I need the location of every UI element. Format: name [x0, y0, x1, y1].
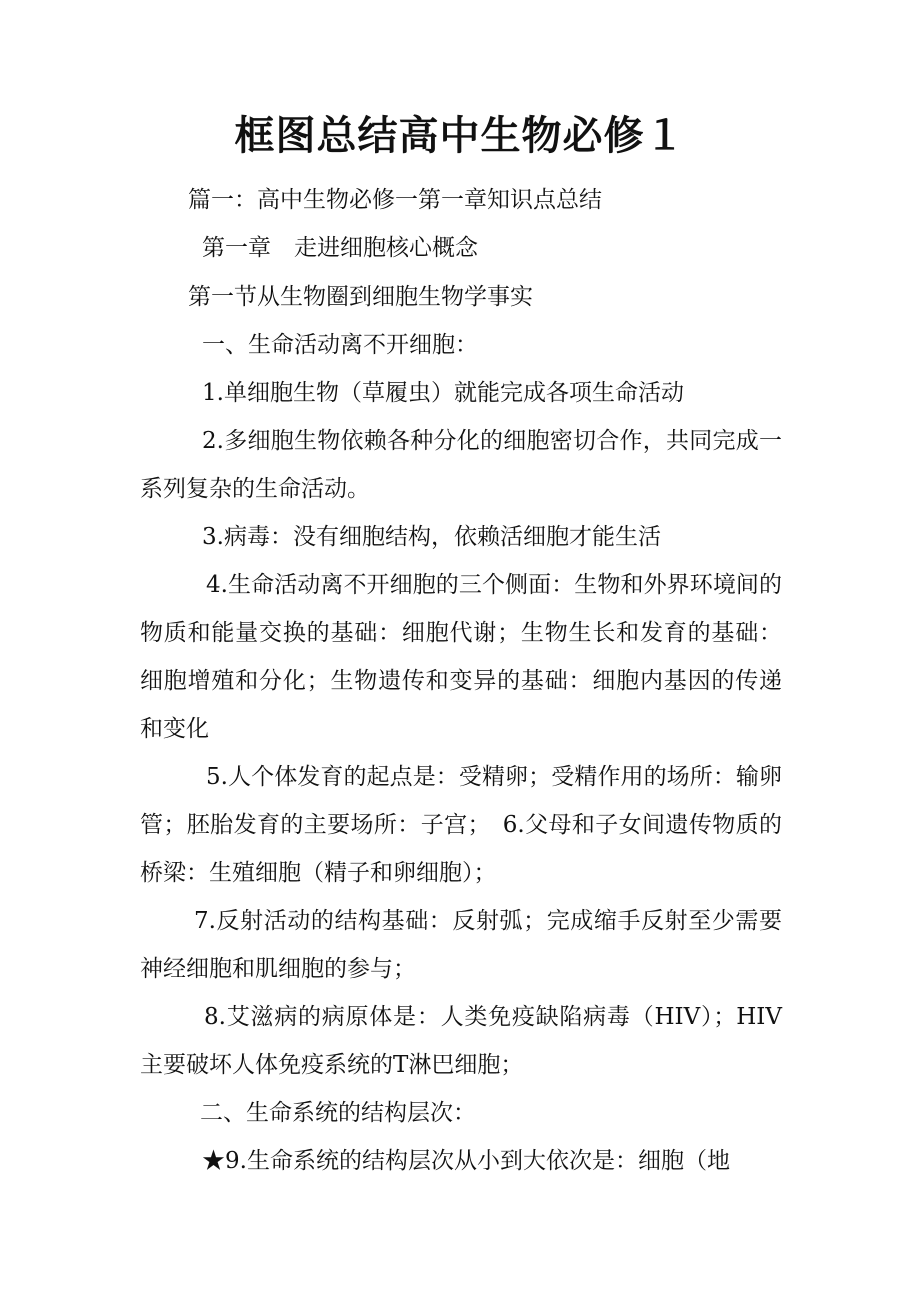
list-item: 4.生命活动离不开细胞的三个侧面：生物和外界环境间的物质和能量交换的基础：细胞代谢；生物生长和发育的基础：细胞增殖和分化；生物遗传和变异的基础：细胞内基因的传递和变化	[140, 572, 782, 742]
chapter-heading: 第一章 走进细胞核心概念	[202, 235, 478, 261]
list-item: 8.艾滋病的病原体是：人类免疫缺陷病毒（HIV）；HIV主要破坏人体免疫系统的T淋巴细胞；	[140, 1004, 782, 1078]
list-item: 5.人个体发育的起点是：受精卵；受精作用的场所：输卵管；胚胎发育的主要场所：子宫； 6.父母和子女间遗传物质的桥梁：生殖细胞（精子和卵细胞）；	[140, 764, 782, 886]
document-title: 框图总结高中生物必修１	[234, 112, 686, 159]
list-item: 1.单细胞生物（草履虫）就能完成各项生命活动	[202, 380, 684, 406]
list-item: 2.多细胞生物依赖各种分化的细胞密切合作，共同完成一系列复杂的生命活动。	[140, 428, 782, 502]
section-heading: 第一节从生物圈到细胞生物学事实	[188, 284, 533, 310]
chapter-source-heading: 篇一：高中生物必修一第一章知识点总结	[188, 187, 602, 213]
subsection-heading: 一、生命活动离不开细胞：	[202, 332, 478, 358]
subsection-heading: 二、生命系统的结构层次：	[200, 1100, 476, 1126]
list-item: 3.病毒：没有细胞结构，依赖活细胞才能生活	[202, 524, 661, 550]
list-item: ★9.生命系统的结构层次从小到大依次是：细胞（地	[202, 1148, 730, 1174]
list-item: 7.反射活动的结构基础：反射弧；完成缩手反射至少需要神经细胞和肌细胞的参与；	[140, 908, 782, 982]
